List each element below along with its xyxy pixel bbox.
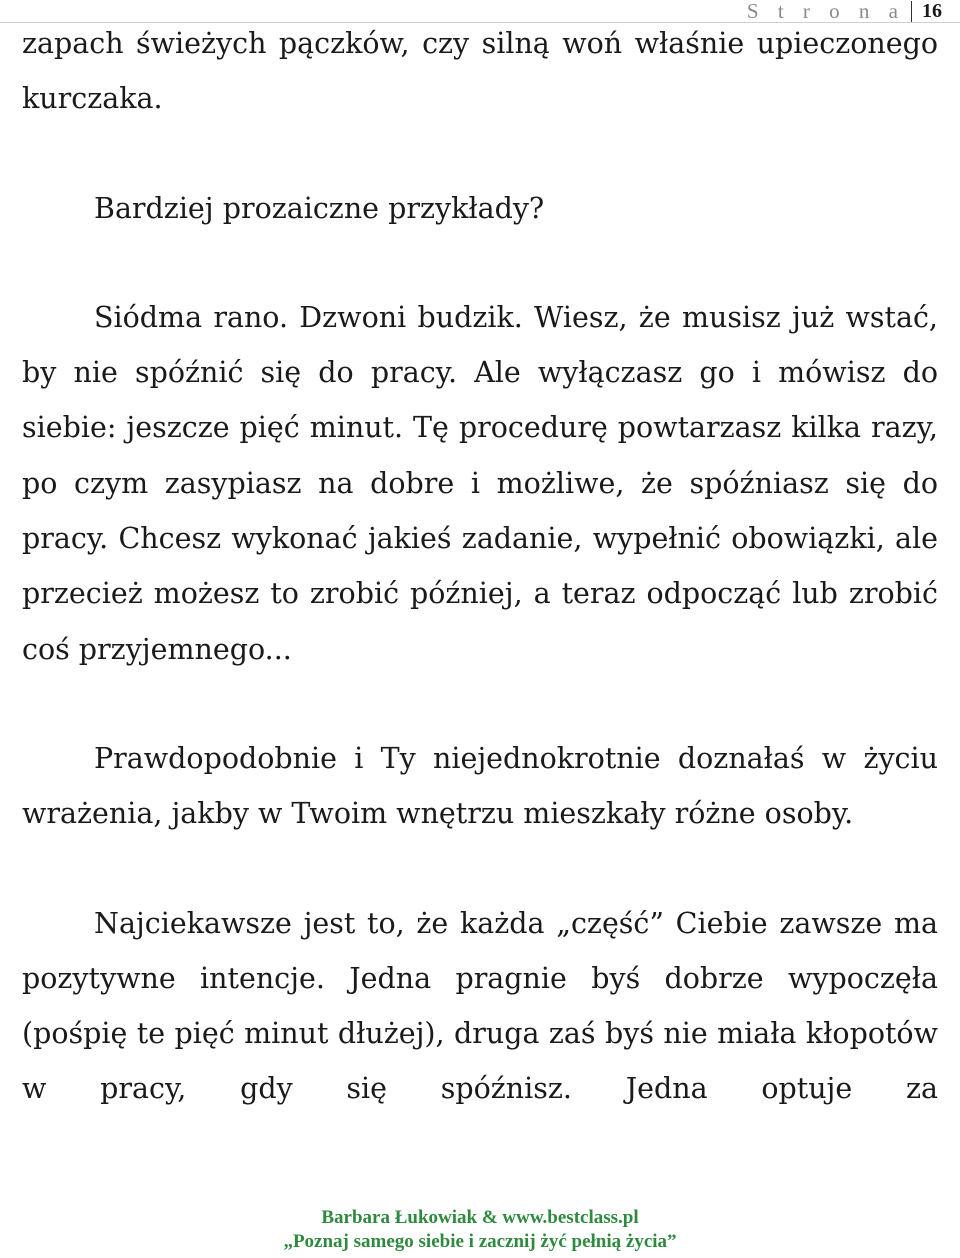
paragraph: Bardziej prozaiczne przykłady? (94, 191, 545, 225)
paragraph: Prawdopodobnie i Ty niejednokrotnie doznałaś w życiu wrażenia, jakby w Twoim wnętrzu mieszkały różne osoby. (22, 741, 938, 831)
footer-tagline: „Poznaj samego siebie i zacznij żyć pełnią życia” (283, 1231, 677, 1252)
paragraph-continuation: zapach świeżych pączków, czy silną woń właśnie upieczonego kurczaka. (22, 27, 938, 116)
paragraph: Siódma rano. Dzwoni budzik. Wiesz, że musisz już wstać, by nie spóźnić się do pracy. Ale wyłączasz go i mówisz do siebie: jeszcze pięć minut. Tę procedurę powtarzasz kilka razy, po czym zasypiasz na dobre i możliwe, że spóźniasz się do pracy. Chcesz wykonać jakieś zadanie, wypełnić obowiązki, ale przecież możesz to zrobić później, a teraz odpocząć lub zrobić coś przyjemnego... (22, 300, 938, 666)
page-label: S t r o n a (746, 0, 905, 23)
paragraph: Najciekawsze jest to, że każda „część” Ciebie zawsze ma pozytywne intencje. Jedna pragnie byś dobrze wypoczęła (pośpię te pięć minut dłużej), druga zaś byś nie miała kłopotów w pracy, gdy się spóźnisz. Jedna optuje za (22, 906, 938, 1106)
page-body (22, 16, 938, 1171)
footer-author: Barbara Łukowiak & www.bestclass.pl (321, 1207, 639, 1228)
page-number: 16 (911, 1, 942, 22)
